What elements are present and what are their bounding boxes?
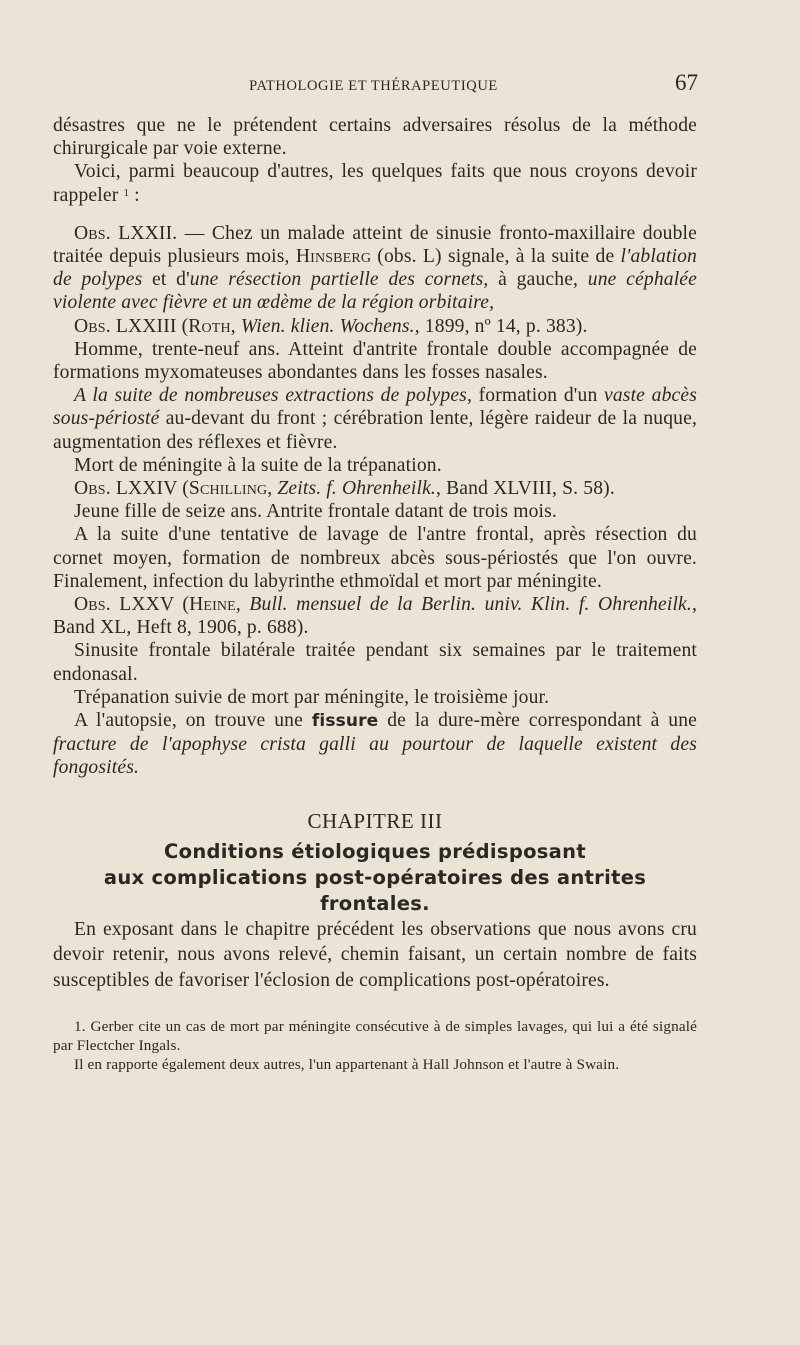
chapter-title: Conditions étiologiques prédisposant aux complications post-opératoires des antrites frontales. (103, 839, 647, 915)
author-name: Heine (189, 594, 236, 616)
running-head-title: PATHOLOGIE ET THÉRAPEUTIQUE (249, 78, 498, 94)
paragraph: Jeune fille de seize ans. Antrite frontale datant de trois mois. (74, 501, 557, 523)
main-text (53, 114, 697, 1074)
observation-74-heading: Obs. LXXIV (Schilling, Zeits. f. Ohrenheilk., Band XLVIII, S. 58). (74, 478, 615, 500)
paragraph: Voici, parmi beaucoup d'autres, les quelques faits que nous croyons devoir rappeler $^1$ : (53, 161, 697, 206)
author-name: Schilling (188, 478, 268, 500)
chapter-paragraph: En exposant dans le chapitre précédent les observations que nous avons cru devoir retenir, nous avons relevé, chemin faisant, un certain nombre de faits susceptibles de favoriser l'éclosion de complications post-opératoires. (53, 918, 697, 991)
footnote: 1. Gerber cite un cas de mort par méningite consécutive à de simples lavages, qui lui a été signalé par Flectcher Ingals. (53, 1018, 697, 1055)
page-number: 67 (675, 70, 698, 95)
paragraph: Sinusite frontale bilatérale traitée pendant six semaines par le traitement endonasal. (53, 640, 697, 685)
paragraph: A la suite de nombreuses extractions de polypes, formation d'un vaste abcès sous-périosté au-devant du front ; cérébration lente, légère raideur de la nuque, augmentation des réflexes et fièvre. (53, 385, 698, 453)
paragraph: Trépanation suivie de mort par méningite, le troisième jour. (74, 686, 550, 708)
observation-75-heading: Obs. LXXV (Heine, Bull. mensuel de la Berlin. univ. Klin. f. Ohrenheilk., Band XL, Heft 8, 1906, p. 688). (53, 594, 698, 639)
author-name: Roth (188, 315, 231, 337)
paragraph: A la suite d'une tentative de lavage de l'antre frontal, après résection du cornet moyen, formation de nombreux abcès sous-périostés que l'on ouvre. Finalement, infection du labyrinthe ethmoïdal et mort par méningite. (53, 524, 697, 592)
chapter-number: CHAPITRE III (307, 808, 443, 833)
observation-72: Obs. LXXII. — Chez un malade atteint de sinusie fronto-maxillaire double traitée depuis plusieurs mois, Hinsberg (obs. L) signale, à la suite de l'ablation de polypes et d'une résection partielle des cornets, à gauche, une céphalée violente avec fièvre et un œdème de la région orbitaire, (53, 222, 697, 314)
paragraph: désastres que ne le prétendent certains adversaires résolus de la méthode chirurgicale par voie externe. (53, 115, 697, 160)
footnote: Il en rapporte également deux autres, l'un appartenant à Hall Johnson et l'autre à Swain. (74, 1056, 620, 1074)
paragraph: Mort de méningite à la suite de la trépanation. (74, 454, 442, 476)
running-head (53, 70, 698, 98)
author-name: Hinsberg (295, 246, 372, 268)
footnotes (53, 1017, 697, 1074)
footnote-ref: 1 (123, 186, 130, 199)
paragraph: Homme, trente-neuf ans. Atteint d'antrite frontale double accompagnée de formations myxomateuses abondantes dans les fosses nasales. (53, 338, 697, 384)
observation-73-heading: Obs. LXXIII (Roth, Wien. klien. Wochens., 1899, nº 14, p. 383). (74, 315, 588, 337)
paragraph: A l'autopsie, on trouve une fissure de la dure-mère correspondant à une fracture de l'apophyse crista galli au pourtour de laquelle existent des fongosités. (53, 710, 697, 779)
